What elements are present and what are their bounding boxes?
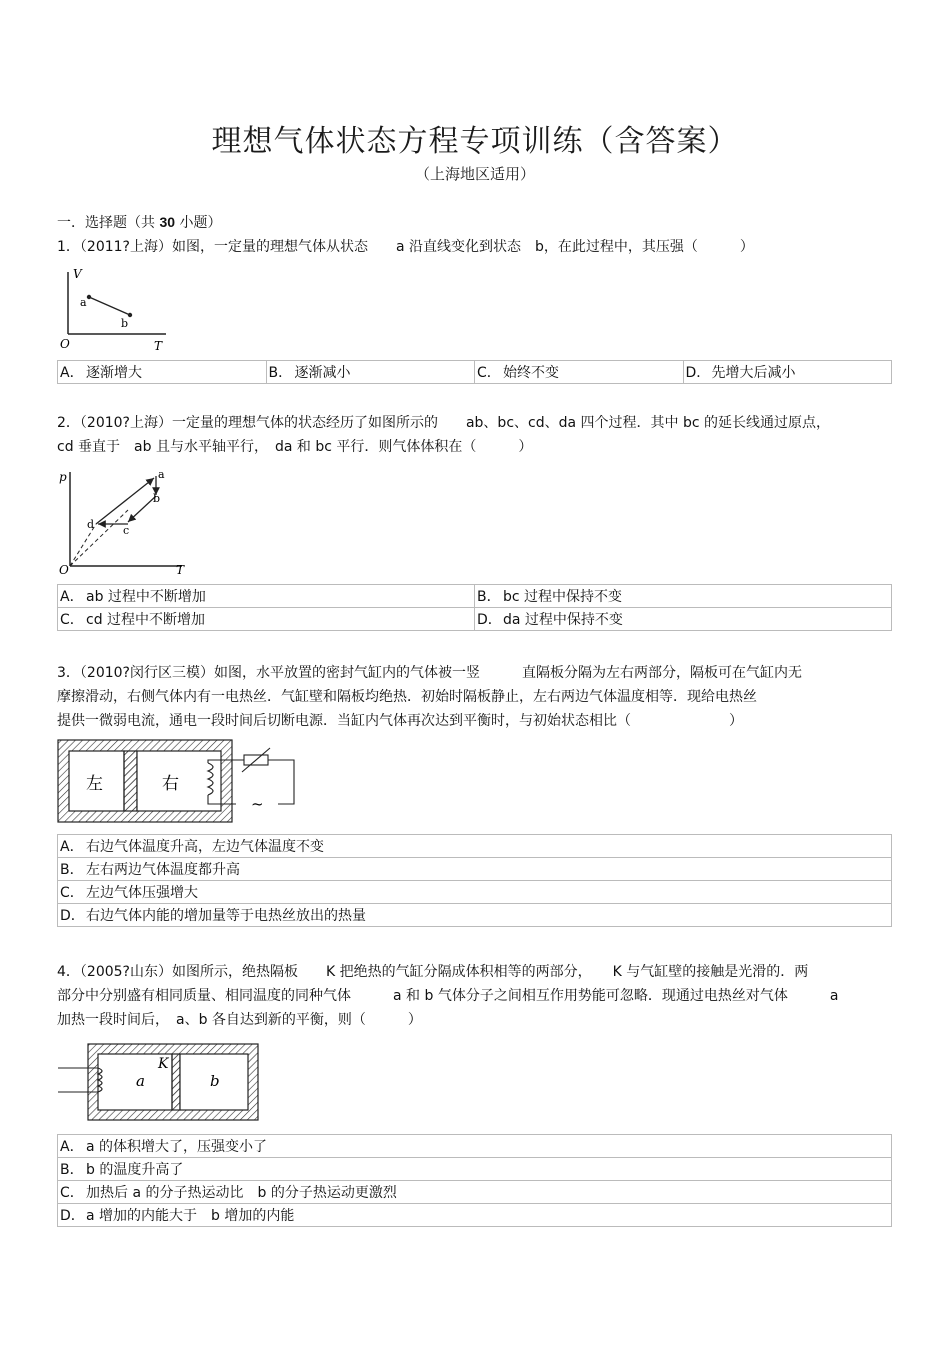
- q3-stem-line3: 提供一微弱电流，通电一段时间后切断电源．当缸内气体再次达到平衡时，与初始状态相比（ ）: [57, 713, 743, 729]
- q4-option-b[interactable]: B． b 的温度升高了: [58, 1158, 892, 1181]
- q4-partition-k: [172, 1054, 180, 1110]
- q1-point-b: [128, 313, 132, 317]
- q2-axis-p-label: p: [59, 470, 67, 484]
- q2-origin-label: O: [59, 563, 69, 577]
- q1-axis-v-label: V: [73, 267, 82, 281]
- q4-option-c[interactable]: C． 加热后 a 的分子热运动比 b 的分子热运动更激烈: [58, 1181, 892, 1204]
- q1-origin-label: O: [60, 337, 70, 351]
- q1-label-a: a: [80, 296, 87, 309]
- page-title: 理想气体状态方程专项训练（含答案）: [211, 124, 739, 159]
- q2-label-d: d: [87, 518, 95, 531]
- q4-option-a[interactable]: A． a 的体积增大了，压强变小了: [58, 1135, 892, 1158]
- q2-bc-extension: [70, 510, 128, 566]
- q2-options: [57, 584, 892, 631]
- q4-stem-line3: 加热一段时间后， a、b 各自达到新的平衡，则（ ）: [57, 1012, 422, 1028]
- q1-stem: 1．（2011?上海）如图，一定量的理想气体从状态 a 沿直线变化到状态 b，在此过程中，其压强（ ）: [57, 239, 754, 255]
- q2-stem-line1: 2．（2010?上海）一定量的理想气体的状态经历了如图所示的 ab、bc、cd、da 四个过程．其中 bc 的延长线通过原点，: [57, 415, 830, 431]
- q2-label-a: a: [158, 468, 165, 481]
- section-prefix: 一．选择题（共: [57, 215, 155, 231]
- q3-stem-line2: 摩擦滑动，右侧气体内有一电热丝．气缸壁和隔板均绝热．初始时隔板静止，左右两边气体温度相等．现给电热丝: [57, 689, 757, 705]
- q2-label-c: c: [123, 524, 130, 537]
- q1-option-d[interactable]: D．先增大后减小: [683, 361, 892, 384]
- q3-stem-line1: 3．（2010?闵行区三模）如图，水平放置的密封气缸内的气体被一竖 直隔板分隔为左右两部分，隔板可在气缸内无: [57, 665, 802, 681]
- q4-options: [57, 1134, 892, 1227]
- q2-option-b[interactable]: B． bc 过程中保持不变: [475, 585, 892, 608]
- q2-process-bc: [128, 496, 156, 522]
- q4-cylinder-figure: [58, 1040, 263, 1124]
- q3-cylinder-figure: [56, 738, 301, 828]
- q2-option-d[interactable]: D．da 过程中保持不变: [475, 608, 892, 631]
- q3-option-b[interactable]: B． 左右两边气体温度都升高: [58, 858, 892, 881]
- q2-process-da: [96, 478, 154, 524]
- q3-option-d[interactable]: D．右边气体内能的增加量等于电热丝放出的热量: [58, 904, 892, 927]
- q1-process-line: [89, 297, 130, 315]
- q2-axis-t-label: T: [176, 563, 185, 577]
- q3-partition: [124, 751, 137, 811]
- q3-ac-source: ~: [251, 795, 264, 813]
- q1-option-b[interactable]: B． 逐渐减小: [266, 361, 475, 384]
- q1-vt-graph: [58, 266, 173, 356]
- section-count: 30: [159, 214, 176, 230]
- q1-option-c[interactable]: C． 始终不变: [475, 361, 684, 384]
- q4-option-d[interactable]: D．a 增加的内能大于 b 增加的内能: [58, 1204, 892, 1227]
- q4-stem-line2: 部分中分别盛有相同质量、相同温度的同种气体 a 和 b 气体分子之间相互作用势能可忽略．现通过电热丝对气体 a: [57, 988, 839, 1004]
- q3-option-a[interactable]: A． 右边气体温度升高，左边气体温度不变: [58, 835, 892, 858]
- q4-stem-line1: 4．（2005?山东）如图所示，绝热隔板 K 把绝热的气缸分隔成体积相等的两部分， K 与气缸壁的接触是光滑的．两: [57, 964, 809, 980]
- q3-options: [57, 834, 892, 927]
- section-suffix: 小题）: [179, 215, 222, 231]
- q2-label-b: b: [153, 492, 161, 505]
- q4-label-a: a: [136, 1072, 145, 1090]
- q4-label-k: K: [158, 1056, 169, 1072]
- q3-option-c[interactable]: C． 左边气体压强增大: [58, 881, 892, 904]
- q2-option-c[interactable]: C． cd 过程中不断增加: [58, 608, 475, 631]
- q2-pt-graph: [56, 466, 191, 578]
- q4-label-b: b: [210, 1072, 220, 1090]
- q1-option-a[interactable]: A． 逐渐增大: [58, 361, 267, 384]
- section-header: [57, 213, 221, 232]
- q3-left-label: 左: [86, 774, 103, 794]
- q1-axis-t-label: T: [154, 339, 163, 353]
- page-subtitle: （上海地区适用）: [414, 165, 535, 183]
- q1-point-a: [87, 295, 91, 299]
- q1-label-b: b: [121, 317, 129, 330]
- q2-option-a[interactable]: A． ab 过程中不断增加: [58, 585, 475, 608]
- q3-right-label: 右: [162, 774, 179, 794]
- q1-options: [57, 360, 892, 384]
- q2-stem-line2: cd 垂直于 ab 且与水平轴平行， da 和 bc 平行．则气体体积在（ ）: [57, 439, 533, 455]
